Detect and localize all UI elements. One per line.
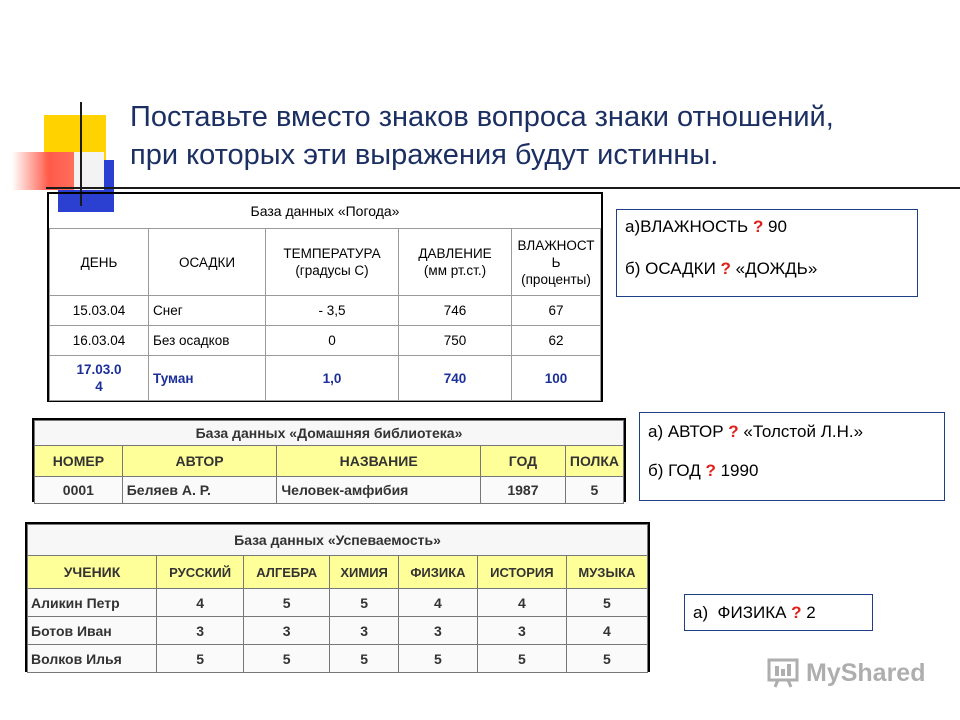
table-row	[50, 296, 601, 326]
cell: 0	[266, 326, 399, 356]
table-row	[50, 326, 601, 356]
cell: 16.03.04	[50, 326, 149, 356]
cell: 3	[244, 617, 330, 645]
question-mark: ?	[791, 603, 802, 622]
weather-header-humidity: ВЛАЖНОСТ Ь (проценты)	[512, 229, 601, 296]
cell: 1,0	[266, 356, 399, 401]
cell: - 3,5	[266, 296, 399, 326]
grades-header-russian: РУССКИЙ	[157, 556, 244, 589]
table-row	[50, 356, 601, 401]
question-mark: ?	[752, 217, 764, 236]
watermark	[766, 656, 925, 690]
cell: Туман	[149, 356, 266, 401]
cell: Без осадков	[149, 326, 266, 356]
table-row	[28, 589, 648, 617]
question-mark: ?	[728, 422, 739, 441]
cell: 3	[330, 617, 399, 645]
cell: 750	[399, 326, 512, 356]
question-line: а) ФИЗИКА ? 2	[693, 603, 816, 622]
decor-light-square	[74, 152, 104, 190]
cell: 5	[565, 477, 623, 504]
cell: 5	[244, 589, 330, 617]
cell: Снег	[149, 296, 266, 326]
cell: 3	[157, 617, 244, 645]
cell: 4	[157, 589, 244, 617]
weather-header-temp: ТЕМПЕРАТУРА (градусы С)	[266, 229, 399, 296]
cell: 67	[512, 296, 601, 326]
cell: 3	[399, 617, 478, 645]
cell: 740	[399, 356, 512, 401]
question-line: а)ВЛАЖНОСТЬ ? 90	[625, 217, 787, 236]
weather-header-day: ДЕНЬ	[50, 229, 149, 296]
weather-header-pressure: ДАВЛЕНИЕ (мм рт.ст.)	[399, 229, 512, 296]
cell: 15.03.04	[50, 296, 149, 326]
question-line: а) АВТОР ? «Толстой Л.Н.»	[648, 422, 864, 441]
decor-vertical-line	[80, 102, 82, 206]
table-row	[28, 645, 648, 673]
question-box-weather	[616, 209, 918, 297]
cell: 4	[399, 589, 478, 617]
cell: Аликин Петр	[28, 589, 157, 617]
title-line-1: Поставьте вместо знаков вопроса знаки отношений,	[130, 101, 834, 133]
cell: 5	[399, 645, 478, 673]
cell: Человек-амфибия	[277, 477, 481, 504]
question-mark: ?	[720, 259, 731, 278]
weather-header-precip: ОСАДКИ	[149, 229, 266, 296]
cell: 0001	[35, 477, 123, 504]
slide-title	[130, 98, 930, 174]
cell: 5	[566, 645, 647, 673]
grades-header-music: МУЗЫКА	[566, 556, 647, 589]
cell: 5	[244, 645, 330, 673]
question-mark: ?	[705, 461, 716, 480]
cell: 5	[477, 645, 566, 673]
presentation-icon	[766, 657, 800, 689]
library-header-author: АВТОР	[122, 446, 277, 477]
grades-header-algebra: АЛГЕБРА	[244, 556, 330, 589]
grades-table	[25, 522, 650, 672]
table-row	[35, 477, 624, 504]
question-box-library	[639, 412, 945, 501]
cell: 3	[477, 617, 566, 645]
weather-caption: База данных «Погода»	[50, 194, 601, 229]
decor-horizontal-line	[46, 187, 960, 189]
cell: 746	[399, 296, 512, 326]
cell: 100	[512, 356, 601, 401]
cell: 5	[566, 589, 647, 617]
grades-caption: База данных «Успеваемость»	[28, 525, 648, 556]
library-table	[32, 418, 626, 502]
title-line-2: при которых эти выражения будут истинны.	[130, 139, 719, 171]
question-line: б) ГОД ? 1990	[648, 461, 759, 480]
weather-table	[47, 192, 603, 402]
cell: 5	[330, 645, 399, 673]
table-row	[28, 617, 648, 645]
library-caption: База данных «Домашняя библиотека»	[35, 421, 624, 446]
library-header-title: НАЗВАНИЕ	[277, 446, 481, 477]
cell: 17.03.0 4	[50, 356, 149, 401]
cell: 1987	[480, 477, 565, 504]
library-header-year: ГОД	[480, 446, 565, 477]
grades-header-chemistry: ХИМИЯ	[330, 556, 399, 589]
cell: 5	[330, 589, 399, 617]
grades-header-student: УЧЕНИК	[28, 556, 157, 589]
cell: Ботов Иван	[28, 617, 157, 645]
cell: Волков Илья	[28, 645, 157, 673]
watermark-text: MyShared	[806, 658, 926, 687]
decor-red-bar	[12, 152, 74, 190]
library-header-shelf: ПОЛКА	[565, 446, 623, 477]
grades-header-history: ИСТОРИЯ	[477, 556, 566, 589]
cell: 5	[157, 645, 244, 673]
cell: Беляев А. Р.	[122, 477, 277, 504]
cell: 62	[512, 326, 601, 356]
cell: 4	[566, 617, 647, 645]
question-box-grades	[684, 594, 873, 631]
cell: 4	[477, 589, 566, 617]
question-line: б) ОСАДКИ ? «ДОЖДЬ»	[625, 259, 818, 278]
library-header-number: НОМЕР	[35, 446, 123, 477]
grades-header-physics: ФИЗИКА	[399, 556, 478, 589]
